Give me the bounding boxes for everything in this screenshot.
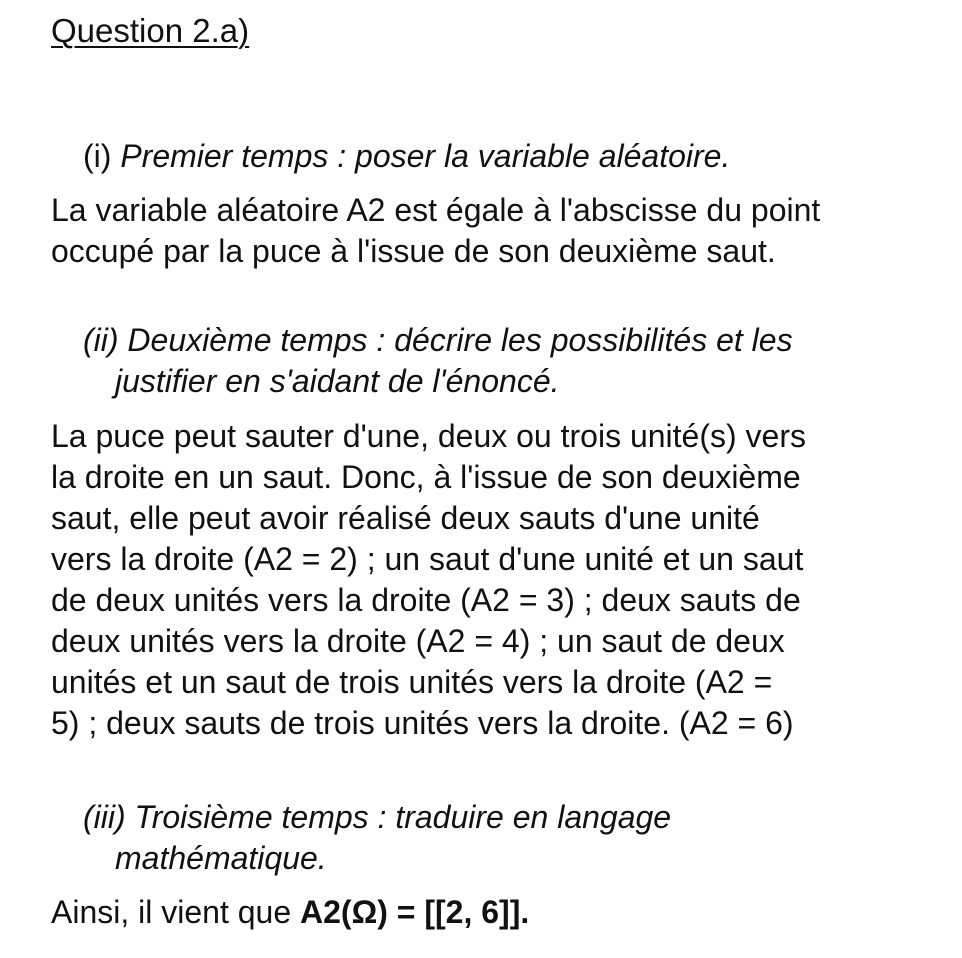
conclusion-prefix: Ainsi, il vient que bbox=[51, 894, 301, 930]
step-i-text: Premier temps : poser la variable aléatoire. bbox=[120, 138, 731, 174]
step-iii-title bbox=[83, 797, 933, 879]
step-ii-line-1: (ii) Deuxième temps : décrire les possibilités et les bbox=[83, 322, 793, 358]
step-ii-line-2: justifier en s'aidant de l'énoncé. bbox=[115, 363, 560, 399]
paragraph-conclusion bbox=[51, 892, 941, 933]
step-iii-line-1: (iii) Troisième temps : traduire en langage bbox=[83, 799, 672, 835]
paragraph-line: La variable aléatoire A2 est égale à l'abscisse du point bbox=[51, 192, 821, 228]
paragraph-possibilities bbox=[51, 416, 941, 744]
paragraph-line: 5) ; deux sauts de trois unités vers la droite. (A2 = 6) bbox=[51, 705, 794, 741]
paragraph-line: unités et un saut de trois unités vers la droite (A2 = bbox=[51, 664, 773, 700]
step-iii-line-2: mathématique. bbox=[115, 840, 327, 876]
paragraph-line: saut, elle peut avoir réalisé deux sauts d'une unité bbox=[51, 500, 760, 536]
paragraph-variable-definition bbox=[51, 190, 941, 272]
step-i-number: (i) bbox=[83, 138, 121, 174]
paragraph-line: la droite en un saut. Donc, à l'issue de son deuxième bbox=[51, 459, 801, 495]
paragraph-line: deux unités vers la droite (A2 = 4) ; un saut de deux bbox=[51, 623, 785, 659]
paragraph-line: vers la droite (A2 = 2) ; un saut d'une unité et un saut bbox=[51, 541, 804, 577]
step-ii-title bbox=[83, 320, 933, 402]
step-i-title bbox=[83, 136, 730, 177]
paragraph-line: La puce peut sauter d'une, deux ou trois unité(s) vers bbox=[51, 418, 806, 454]
conclusion-result: A2(Ω) = [[2, 6]]. bbox=[300, 894, 530, 930]
question-heading: Question 2.a) bbox=[51, 12, 250, 49]
paragraph-line: occupé par la puce à l'issue de son deuxième saut. bbox=[51, 233, 776, 269]
paragraph-line: de deux unités vers la droite (A2 = 3) ; deux sauts de bbox=[51, 582, 801, 618]
